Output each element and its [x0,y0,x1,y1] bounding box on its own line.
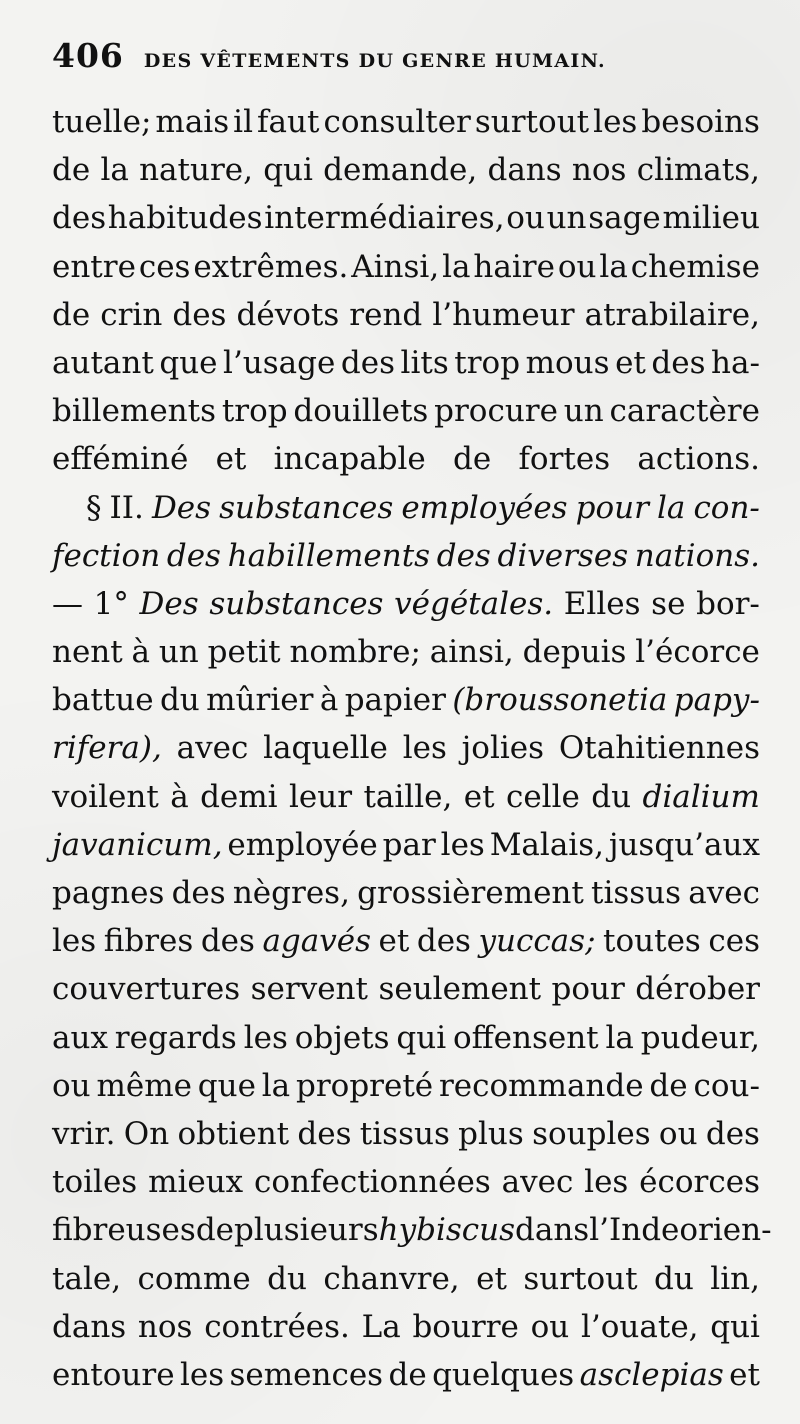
text-word: papier [344,682,446,719]
text-word: l’humeur [432,296,575,333]
text-word: vrir. [52,1115,116,1152]
text-word: confectionnées [254,1164,491,1201]
text-word: dans [52,1308,127,1345]
text-word: nombre; [289,634,421,671]
text-word: billements [52,393,217,430]
text-word: mous [525,344,610,381]
text-word: depuis [522,634,627,671]
text-word: des [297,1115,352,1152]
text-word: sage [588,200,661,237]
text-word: se [651,585,686,622]
text-word: les [243,1019,288,1056]
text-word: Malais, [489,826,604,863]
text-word: que [197,1067,256,1104]
text-line [52,1255,760,1303]
text-word: avec [501,1164,574,1201]
text-word: employées [401,489,568,526]
text-word: la [261,1067,291,1104]
text-word: et [615,344,646,381]
text-line [52,676,760,724]
text-word: dévots [236,296,340,333]
text-word: la [100,152,129,189]
text-word: pour [575,489,649,526]
text-word: habitudes [107,200,263,237]
text-word: employée [227,826,378,863]
text-word: trop [221,393,288,430]
text-word: leur [288,778,353,815]
text-word: efféminé [52,441,189,478]
text-word: du [159,682,200,719]
text-word: des [200,923,255,960]
text-word: objets [294,1019,390,1056]
text-word: nent [52,634,123,671]
text-line [52,291,760,339]
page-number: 406 [52,36,124,75]
text-word: des [705,1115,760,1152]
text-word: des [171,875,226,911]
text-word: faut [257,104,320,140]
text-word: milieu [662,200,760,237]
running-head: DES VÊTEMENTS DU GENRE HUMAIN. [143,50,606,72]
text-word: hybiscus [378,1212,516,1249]
text-word: nos [137,1308,193,1345]
text-word: les [440,826,485,863]
text-word: entre [52,248,136,285]
text-word: aux [52,1019,108,1056]
text-word: extrêmes. [193,248,349,285]
text-line [52,965,760,1013]
text-word: fection [52,537,161,574]
text-word: dans [487,152,562,189]
section-heading-line [52,532,760,580]
text-word: II. [109,489,144,526]
text-word: obtient [177,1115,290,1152]
text-word: toiles [52,1164,138,1201]
text-word: et [729,1356,760,1393]
text-word: nature, [139,152,253,189]
text-line [52,98,760,146]
text-word: de [195,1212,235,1249]
text-word: l’usage [223,344,336,381]
text-word: intermédiaires, [264,200,505,237]
text-word: un [158,634,199,671]
text-word: haire [473,248,555,285]
text-word: par [382,826,436,863]
text-word: crin [100,296,163,333]
text-word: et [476,1260,507,1297]
text-word: besoins [641,104,760,140]
text-line [52,1206,772,1254]
text-word: consulter [323,104,471,140]
text-word: battue [52,682,154,719]
text-word: l’ouate, [580,1308,699,1345]
text-word: ainsi, [429,634,514,671]
text-word: cou- [693,1067,760,1104]
text-word: les [179,1356,225,1393]
text-word: pour [551,971,625,1008]
text-word: demi [200,778,278,815]
text-line [52,387,760,435]
text-word: taille, [363,778,453,815]
text-word: laquelle [263,730,388,767]
text-word: (broussonetia [452,682,668,719]
text-word: du [591,778,632,815]
text-word: substances [219,489,394,526]
text-word: ou [52,1067,91,1104]
body-text [52,98,772,1399]
text-word: grossièrement [357,875,584,911]
text-word: Ainsi, [351,248,440,285]
text-word: surtout [474,104,590,140]
text-word: avec [176,730,249,767]
text-word: 1° [93,585,129,622]
text-word: trop [454,344,521,381]
text-word: lits [400,344,449,381]
text-word: les [402,730,447,767]
text-line [52,580,760,628]
text-word: de [453,441,492,478]
text-word: des [166,537,221,574]
text-word: servent [250,971,368,1008]
text-word: surtout [523,1260,638,1297]
text-word: ha- [711,344,760,381]
text-word: rifera), [52,730,162,767]
text-word: fibreuses [52,1212,196,1249]
text-word: Des [151,489,212,526]
text-word: asclepias [579,1356,724,1393]
text-word: ou [506,200,545,237]
text-line [52,628,760,676]
text-word: petit [207,634,281,671]
text-word: l’écorce [635,634,760,671]
text-line [52,1062,760,1110]
text-line [52,1110,760,1158]
text-word: voilent [52,778,159,815]
text-line [52,194,760,242]
text-word: La [361,1308,401,1345]
text-line [52,1351,760,1399]
text-word: ces [708,923,760,960]
text-word: pagnes [52,875,165,911]
text-word: des [436,537,491,574]
text-word: regards [114,1019,237,1056]
text-word: ou [530,1308,570,1345]
text-word: mûrier [206,682,314,719]
text-word: les [593,104,638,140]
text-word: ces [138,248,191,285]
text-word: nos [571,152,627,189]
text-word: agavés [262,923,372,960]
text-word: il [233,104,253,140]
text-word: propreté [296,1067,434,1104]
text-word: comme [137,1260,251,1297]
text-word: con- [693,489,760,526]
text-word: de [52,152,91,189]
text-word: seulement [378,971,542,1008]
text-word: des [172,296,227,333]
text-word: yuccas; [478,923,596,960]
text-word: qui [263,152,313,189]
text-word: de [52,296,91,333]
text-word: jusqu’aux [608,826,760,863]
text-word: autant [52,344,154,381]
text-word: pudeur, [640,1019,760,1056]
text-word: chemise [630,248,760,285]
text-word: plus [458,1115,524,1152]
text-line [52,146,760,194]
text-word: les [52,923,97,960]
text-word: entoure [52,1356,175,1393]
section-heading-line [52,484,760,532]
page-header [52,36,760,92]
text-word: plusieurs [234,1212,379,1249]
text-word: écorces [639,1164,760,1201]
text-line [52,1158,760,1206]
text-word: nègres, [232,875,350,911]
text-word: substances [209,585,384,622]
text-word: la [656,489,686,526]
text-word: recommande [438,1067,644,1104]
text-line [52,773,760,821]
text-word: habillements [227,537,431,574]
text-word: Des [139,585,199,622]
text-word: des [416,923,471,960]
text-word: la [599,248,628,285]
text-word: l’Inde [589,1212,680,1249]
text-word: tissus [591,875,682,911]
text-word: rend [349,296,423,333]
text-word: celle [505,778,580,815]
text-word: la [605,1019,634,1056]
text-word: végétales. [394,585,554,622]
text-word: papy- [673,682,760,719]
text-word: chanvre, [323,1260,460,1297]
text-word: tissus [359,1115,450,1152]
text-word: diverses [497,537,629,574]
text-line [52,435,760,483]
text-word: climats, [636,152,760,189]
text-word: mais [155,104,230,140]
text-word: dans [515,1212,590,1249]
text-word: de [649,1067,688,1104]
text-word: caractère [609,393,760,430]
text-word: tuelle; [52,104,152,140]
text-word: toutes [603,923,701,960]
text-word: fortes [518,441,611,478]
text-word: § [86,489,102,526]
text-word: javanicum, [52,826,223,863]
text-word: nations. [634,537,760,574]
text-word: jolies [461,730,545,767]
text-word: à [319,682,339,719]
text-word: demande, [323,152,478,189]
text-word: des [651,344,706,381]
text-line [52,1303,760,1351]
text-word: à [170,778,189,815]
text-word: Elles [563,585,641,622]
text-word: contrées. [204,1308,350,1345]
text-line [52,869,760,917]
text-word: atrabilaire, [584,296,760,333]
text-word: quelques [432,1356,575,1393]
text-word: fibres [103,923,194,960]
text-word: On [123,1115,170,1152]
text-line [52,1014,760,1062]
text-word: ou [658,1115,698,1152]
text-word: des [340,344,395,381]
text-word: dialium [642,778,760,815]
text-word: des [52,200,107,237]
text-word: dérober [635,971,760,1008]
text-word: et [463,778,495,815]
text-word: Otahitiennes [558,730,760,767]
text-word: de [388,1356,427,1393]
text-word: la [442,248,471,285]
text-word: qui [396,1019,447,1056]
text-word: semences [229,1356,384,1393]
text-word: ou [557,248,597,285]
text-word: et [378,923,410,960]
text-word: bourre [412,1308,519,1345]
text-word: procure [434,393,558,430]
text-word: offensent [452,1019,599,1056]
text-word: douillets [293,393,429,430]
text-word: qui [710,1308,760,1345]
text-word: un [563,393,604,430]
text-word: et [215,441,247,478]
text-word: à [131,634,151,671]
text-word: un [546,200,587,237]
text-line [52,243,760,291]
text-word: du [267,1260,307,1297]
text-word: que [159,344,218,381]
text-word: même [96,1067,192,1104]
text-word: mieux [148,1164,244,1201]
text-line [52,339,760,387]
text-word: orien- [679,1212,772,1249]
text-word: souples [532,1115,651,1152]
text-word: couvertures [52,971,241,1008]
text-word: lin, [710,1260,760,1297]
text-word: — [52,585,83,622]
text-line [52,724,760,772]
text-word: avec [688,875,760,911]
text-line [52,917,760,965]
text-word: tale, [52,1260,122,1297]
text-word: actions. [637,441,760,478]
text-line [52,821,760,869]
text-word: les [584,1164,629,1201]
text-word: du [654,1260,694,1297]
text-word: bor- [696,585,760,622]
text-word: incapable [273,441,426,478]
